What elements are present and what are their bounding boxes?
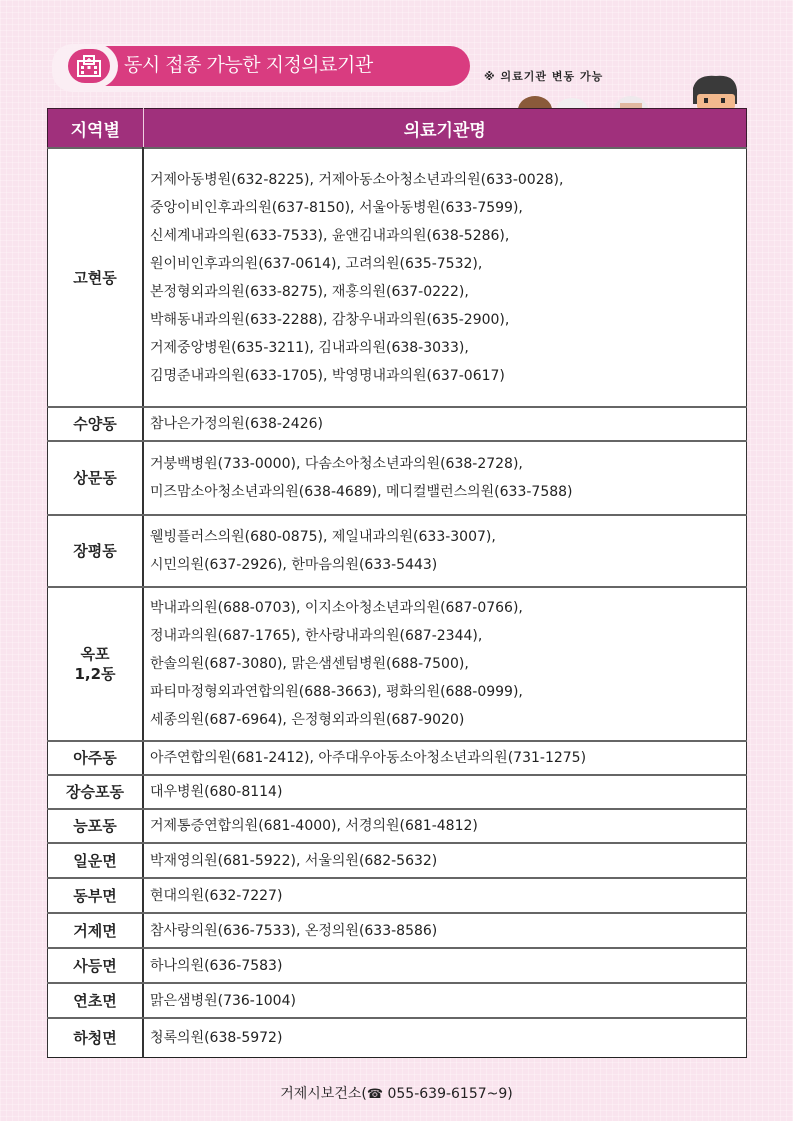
institution-cell (143, 441, 747, 515)
region-cell: 동부면 (48, 878, 144, 913)
institution-line: 박내과의원(688-0703), 이지소아청소년과의원(687-0766), (150, 600, 523, 616)
title-icon-badge (60, 44, 118, 88)
region-cell: 능포동 (48, 809, 144, 843)
region-cell: 거제면 (48, 913, 144, 948)
region-cell: 하청면 (48, 1018, 144, 1057)
institution-cell (143, 878, 747, 913)
institution-line: 거제통증연합의원(681-4000), 서경의원(681-4812) (150, 818, 478, 834)
telephone-icon: ☎ (366, 1087, 384, 1102)
institution-cell (143, 587, 747, 741)
table-row (48, 983, 747, 1018)
table-row (48, 809, 747, 843)
table-row (48, 878, 747, 913)
institution-line: 참사랑의원(636-7533), 온정의원(633-8586) (150, 922, 438, 939)
institution-table (47, 108, 747, 1058)
institution-line: 파티마정형외과연합의원(688-3663), 평화의원(688-0999), (150, 684, 523, 700)
institution-line: 중앙이비인후과의원(637-8150), 서울아동병원(633-7599), (150, 199, 523, 216)
table-row (48, 407, 747, 441)
institution-cell (143, 407, 747, 441)
institution-cell (143, 775, 747, 809)
region-cell: 일운면 (48, 843, 144, 878)
institution-line: 미즈맘소아청소년과의원(638-4689), 메디컬밸런스의원(633-7588) (150, 484, 573, 500)
region-cell (48, 587, 144, 741)
institution-line: 한솔의원(687-3080), 맑은샘센텀병원(688-7500), (150, 656, 469, 672)
table-row (48, 741, 747, 775)
region-label-line: 1,2동 (74, 665, 116, 683)
institution-line: 거제중앙병원(635-3211), 김내과의원(638-3033), (150, 339, 469, 356)
column-header-institution: 의료기관명 (143, 109, 747, 149)
institution-line: 박재영의원(681-5922), 서울의원(682-5632) (150, 852, 438, 869)
institution-line: 웰빙플러스의원(680-0875), 제일내과의원(633-3007), (150, 529, 496, 545)
change-notice: ※ 의료기관 변동 가능 (484, 70, 604, 83)
region-cell: 상문동 (48, 441, 144, 515)
table-row (48, 843, 747, 878)
column-header-region: 지역별 (48, 109, 144, 149)
footer-org: 거제시보건소( (280, 1086, 367, 1102)
page-title: 동시 접종 가능한 지정의료기관 (124, 54, 373, 76)
region-cell: 고현동 (48, 148, 144, 407)
institution-line: 거제아동병원(632-8225), 거제아동소아청소년과의원(633-0028), (150, 171, 564, 188)
region-cell: 연초면 (48, 983, 144, 1018)
region-label-line: 옥포 (80, 645, 110, 663)
table-header-row (48, 109, 747, 149)
institution-line: 대우병원(680-8114) (150, 784, 283, 800)
table-row (48, 587, 747, 741)
institution-line: 신세계내과의원(633-7533), 윤앤김내과의원(638-5286), (150, 227, 510, 244)
institution-cell (143, 148, 747, 407)
institution-cell (143, 809, 747, 843)
institution-line: 아주연합의원(681-2412), 아주대우아동소아청소년과의원(731-1275) (150, 750, 587, 766)
institution-line: 참나은가정의원(638-2426) (150, 416, 323, 432)
institution-line: 세종의원(687-6964), 은정형외과의원(687-9020) (150, 712, 465, 728)
institution-line: 본정형외과의원(633-8275), 재홍의원(637-0222), (150, 283, 469, 300)
table-row (48, 948, 747, 983)
institution-line: 맑은샘병원(736-1004) (150, 992, 296, 1009)
table-row (48, 441, 747, 515)
institution-cell (143, 913, 747, 948)
table-row (48, 1018, 747, 1057)
institution-cell (143, 983, 747, 1018)
institution-cell (143, 741, 747, 775)
institution-cell (143, 515, 747, 587)
region-cell: 수양동 (48, 407, 144, 441)
institution-line: 거붕백병원(733-0000), 다솜소아청소년과의원(638-2728), (150, 456, 523, 472)
region-cell: 장평동 (48, 515, 144, 587)
institution-line: 김명준내과의원(633-1705), 박영명내과의원(637-0617) (150, 367, 505, 384)
institution-cell (143, 843, 747, 878)
institution-line: 원이비인후과의원(637-0614), 고려의원(635-7532), (150, 255, 483, 272)
table-row (48, 775, 747, 809)
region-cell: 장승포동 (48, 775, 144, 809)
footer-contact (0, 1083, 793, 1103)
institution-line: 정내과의원(687-1765), 한사랑내과의원(687-2344), (150, 628, 483, 644)
institution-line: 현대의원(632-7227) (150, 887, 283, 904)
institution-cell (143, 948, 747, 983)
table-row (48, 913, 747, 948)
institution-cell (143, 1018, 747, 1057)
table-row (48, 515, 747, 587)
institution-line: 시민의원(637-2926), 한마음의원(633-5443) (150, 557, 438, 573)
region-cell: 사등면 (48, 948, 144, 983)
footer-phone: 055-639-6157~9) (383, 1086, 513, 1102)
institution-line: 박해동내과의원(633-2288), 감창우내과의원(635-2900), (150, 311, 510, 328)
institution-line: 하나의원(636-7583) (150, 957, 283, 974)
region-cell: 아주동 (48, 741, 144, 775)
table-row (48, 148, 747, 407)
hospital-building-icon (77, 55, 101, 77)
institution-line: 청록의원(638-5972) (150, 1029, 283, 1046)
